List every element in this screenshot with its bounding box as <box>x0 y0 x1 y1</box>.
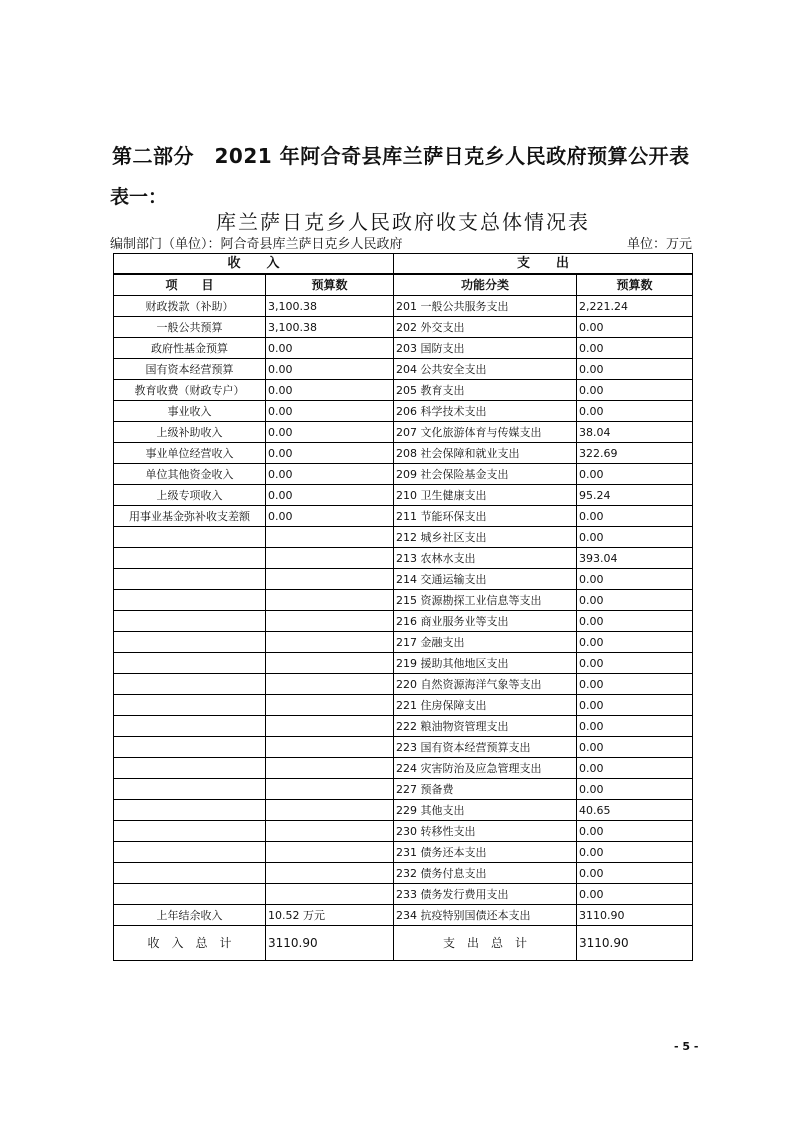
expense-value-cell: 0.00 <box>577 380 693 401</box>
table-row <box>114 611 693 632</box>
budget-header-2: 预算数 <box>577 274 693 296</box>
header-row-section <box>114 254 693 275</box>
income-value-cell <box>266 821 394 842</box>
income-value-cell: 0.00 <box>266 380 394 401</box>
table-row <box>114 779 693 800</box>
table-row <box>114 506 693 527</box>
table-row <box>114 590 693 611</box>
expense-value-cell: 0.00 <box>577 359 693 380</box>
income-value-cell <box>266 695 394 716</box>
expense-item-cell: 220 自然资源海洋气象等支出 <box>394 674 577 695</box>
income-item-cell <box>114 653 266 674</box>
income-item-cell <box>114 758 266 779</box>
income-item-cell <box>114 800 266 821</box>
income-item-cell: 上级专项收入 <box>114 485 266 506</box>
income-value-cell <box>266 779 394 800</box>
income-item-cell: 国有资本经营预算 <box>114 359 266 380</box>
table-row <box>114 338 693 359</box>
expense-value-cell: 0.00 <box>577 737 693 758</box>
part-title: 第二部分 2021 年阿合奇县库兰萨日克乡人民政府预算公开表 <box>112 144 690 168</box>
income-item-cell: 事业收入 <box>114 401 266 422</box>
income-item-cell: 一般公共预算 <box>114 317 266 338</box>
expense-item-cell: 229 其他支出 <box>394 800 577 821</box>
income-item-cell: 政府性基金预算 <box>114 338 266 359</box>
expense-item-cell: 222 粮油物资管理支出 <box>394 716 577 737</box>
income-item-cell <box>114 569 266 590</box>
expense-item-cell: 214 交通运输支出 <box>394 569 577 590</box>
expense-value-cell: 0.00 <box>577 884 693 905</box>
table-row <box>114 800 693 821</box>
table-row <box>114 485 693 506</box>
org-label: 编制部门（单位）：阿合奇县库兰萨日克乡人民政府 <box>110 237 403 252</box>
expense-item-cell: 216 商业服务业等支出 <box>394 611 577 632</box>
table-row <box>114 716 693 737</box>
table-row <box>114 737 693 758</box>
expense-value-cell: 0.00 <box>577 569 693 590</box>
income-total-label: 收 入 总 计 <box>114 926 266 961</box>
expense-value-cell: 0.00 <box>577 338 693 359</box>
table-row <box>114 842 693 863</box>
expense-value-cell: 0.00 <box>577 716 693 737</box>
income-item-cell: 上级补助收入 <box>114 422 266 443</box>
table-row <box>114 863 693 884</box>
expense-item-cell: 231 债务还本支出 <box>394 842 577 863</box>
expense-item-cell: 215 资源勘探工业信息等支出 <box>394 590 577 611</box>
unit-label: 单位：万元 <box>626 237 692 252</box>
income-value-cell <box>266 758 394 779</box>
income-item-cell <box>114 590 266 611</box>
income-value-cell: 3,100.38 <box>266 296 394 317</box>
expense-item-cell: 221 住房保障支出 <box>394 695 577 716</box>
item-header: 项 目 <box>114 274 266 296</box>
income-value-cell: 0.00 <box>266 422 394 443</box>
table-row <box>114 758 693 779</box>
table-row <box>114 443 693 464</box>
expense-value-cell: 0.00 <box>577 401 693 422</box>
expense-item-cell: 211 节能环保支出 <box>394 506 577 527</box>
table-row <box>114 422 693 443</box>
header-row-columns <box>114 274 693 296</box>
expense-total-label: 支 出 总 计 <box>394 926 577 961</box>
income-value-cell <box>266 674 394 695</box>
table-row <box>114 401 693 422</box>
table-row <box>114 569 693 590</box>
income-item-cell <box>114 779 266 800</box>
income-item-cell: 事业单位经营收入 <box>114 443 266 464</box>
income-item-cell <box>114 632 266 653</box>
income-value-cell <box>266 800 394 821</box>
table-row <box>114 905 693 926</box>
income-item-cell: 教育收费（财政专户） <box>114 380 266 401</box>
unit-row <box>110 233 692 252</box>
expense-item-cell: 219 援助其他地区支出 <box>394 653 577 674</box>
income-total-value: 3110.90 <box>266 926 394 961</box>
table-row <box>114 821 693 842</box>
table-row <box>114 317 693 338</box>
income-value-cell: 0.00 <box>266 359 394 380</box>
income-value-cell: 0.00 <box>266 443 394 464</box>
income-item-cell <box>114 884 266 905</box>
income-value-cell <box>266 632 394 653</box>
expense-item-cell: 212 城乡社区支出 <box>394 527 577 548</box>
expense-item-cell: 234 抗疫特别国债还本支出 <box>394 905 577 926</box>
income-value-cell <box>266 611 394 632</box>
income-value-cell: 3,100.38 <box>266 317 394 338</box>
expense-value-cell: 0.00 <box>577 695 693 716</box>
expense-item-cell: 213 农林水支出 <box>394 548 577 569</box>
income-item-cell <box>114 674 266 695</box>
income-value-cell <box>266 842 394 863</box>
income-value-cell: 0.00 <box>266 464 394 485</box>
expense-value-cell: 322.69 <box>577 443 693 464</box>
income-item-cell <box>114 611 266 632</box>
income-item-cell <box>114 863 266 884</box>
table-row <box>114 695 693 716</box>
income-value-cell <box>266 548 394 569</box>
table-row <box>114 380 693 401</box>
income-item-cell <box>114 548 266 569</box>
income-item-cell: 单位其他资金收入 <box>114 464 266 485</box>
income-item-cell <box>114 527 266 548</box>
expense-value-cell: 0.00 <box>577 632 693 653</box>
table-row <box>114 464 693 485</box>
expense-value-cell: 95.24 <box>577 485 693 506</box>
expense-value-cell: 0.00 <box>577 317 693 338</box>
budget-header: 预算数 <box>266 274 394 296</box>
income-value-cell: 10.52 万元 <box>266 905 394 926</box>
expense-value-cell: 40.65 <box>577 800 693 821</box>
expense-value-cell: 0.00 <box>577 653 693 674</box>
income-value-cell <box>266 590 394 611</box>
income-value-cell <box>266 863 394 884</box>
expense-value-cell: 0.00 <box>577 758 693 779</box>
expense-value-cell: 3110.90 <box>577 905 693 926</box>
income-item-cell <box>114 695 266 716</box>
income-item-cell: 财政拨款（补助） <box>114 296 266 317</box>
expense-value-cell: 0.00 <box>577 527 693 548</box>
expense-value-cell: 2,221.24 <box>577 296 693 317</box>
expense-item-cell: 204 公共安全支出 <box>394 359 577 380</box>
expense-value-cell: 393.04 <box>577 548 693 569</box>
expense-value-cell: 38.04 <box>577 422 693 443</box>
table-row <box>114 548 693 569</box>
income-value-cell: 0.00 <box>266 338 394 359</box>
expense-item-cell: 227 预备费 <box>394 779 577 800</box>
table-label: 表一： <box>110 186 168 208</box>
page-number: - 5 - <box>674 1040 699 1053</box>
expense-item-cell: 232 债务付息支出 <box>394 863 577 884</box>
expense-value-cell: 0.00 <box>577 863 693 884</box>
expense-value-cell: 0.00 <box>577 821 693 842</box>
expense-item-cell: 209 社会保险基金支出 <box>394 464 577 485</box>
expense-value-cell: 0.00 <box>577 590 693 611</box>
expense-total-value: 3110.90 <box>577 926 693 961</box>
income-item-cell: 用事业基金弥补收支差额 <box>114 506 266 527</box>
income-value-cell <box>266 884 394 905</box>
budget-table <box>113 253 693 961</box>
expense-item-cell: 210 卫生健康支出 <box>394 485 577 506</box>
expense-item-cell: 202 外交支出 <box>394 317 577 338</box>
income-value-cell: 0.00 <box>266 401 394 422</box>
table-row <box>114 632 693 653</box>
income-value-cell <box>266 653 394 674</box>
table-row <box>114 884 693 905</box>
income-value-cell <box>266 527 394 548</box>
expense-item-cell: 217 金融支出 <box>394 632 577 653</box>
expense-header: 支 出 <box>394 254 693 275</box>
income-value-cell <box>266 737 394 758</box>
expense-item-cell: 203 国防支出 <box>394 338 577 359</box>
expense-value-cell: 0.00 <box>577 779 693 800</box>
expense-item-cell: 201 一般公共服务支出 <box>394 296 577 317</box>
table-row <box>114 653 693 674</box>
table-row <box>114 674 693 695</box>
income-item-cell <box>114 842 266 863</box>
function-header: 功能分类 <box>394 274 577 296</box>
expense-value-cell: 0.00 <box>577 464 693 485</box>
expense-item-cell: 207 文化旅游体育与传媒支出 <box>394 422 577 443</box>
table-row <box>114 527 693 548</box>
expense-value-cell: 0.00 <box>577 674 693 695</box>
income-value-cell <box>266 569 394 590</box>
income-header: 收 入 <box>114 254 394 275</box>
income-value-cell: 0.00 <box>266 506 394 527</box>
income-item-cell: 上年结余收入 <box>114 905 266 926</box>
expense-item-cell: 206 科学技术支出 <box>394 401 577 422</box>
expense-value-cell: 0.00 <box>577 842 693 863</box>
income-item-cell <box>114 716 266 737</box>
income-item-cell <box>114 737 266 758</box>
total-row <box>114 926 693 961</box>
table-body <box>114 296 693 926</box>
expense-item-cell: 223 国有资本经营预算支出 <box>394 737 577 758</box>
expense-item-cell: 230 转移性支出 <box>394 821 577 842</box>
income-item-cell <box>114 821 266 842</box>
expense-value-cell: 0.00 <box>577 611 693 632</box>
table-row <box>114 359 693 380</box>
table-row <box>114 296 693 317</box>
expense-value-cell: 0.00 <box>577 506 693 527</box>
expense-item-cell: 208 社会保障和就业支出 <box>394 443 577 464</box>
table-title: 库兰萨日克乡人民政府收支总体情况表 <box>216 210 590 234</box>
income-value-cell: 0.00 <box>266 485 394 506</box>
expense-item-cell: 233 债务发行费用支出 <box>394 884 577 905</box>
expense-item-cell: 205 教育支出 <box>394 380 577 401</box>
expense-item-cell: 224 灾害防治及应急管理支出 <box>394 758 577 779</box>
income-value-cell <box>266 716 394 737</box>
